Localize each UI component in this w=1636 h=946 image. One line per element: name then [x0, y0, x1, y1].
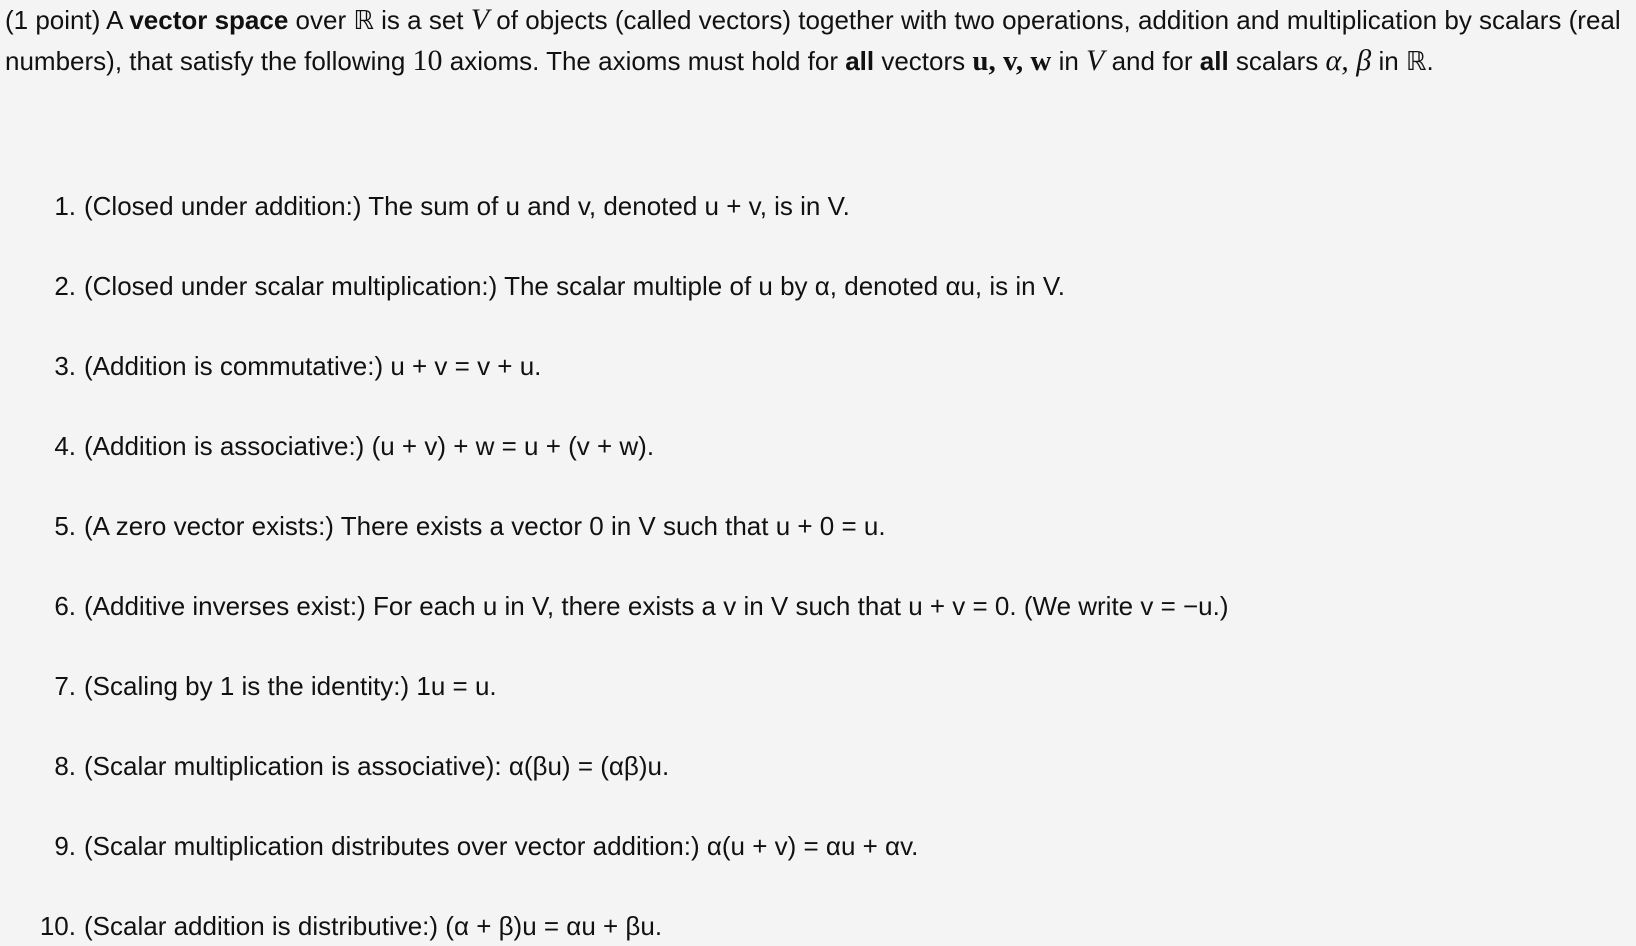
axiom-number: 2.	[54, 271, 76, 301]
axiom-label: (Scalar multiplication distributes over vector addition:)	[84, 831, 700, 861]
reals-symbol: ℝ	[353, 6, 374, 36]
axiom-number: 3.	[54, 351, 76, 381]
axiom-item	[0, 586, 1600, 626]
axiom-text: There exists a vector 0 in V such that u + 0 = u.	[340, 511, 886, 541]
reals-symbol: ℝ	[1405, 47, 1427, 77]
axiom-label: (Closed under scalar multiplication:)	[84, 271, 498, 301]
axiom-label: (Scalar multiplication is associative):	[84, 751, 502, 781]
axiom-text: u + v = v + u.	[390, 351, 542, 381]
axiom-label: (Addition is associative:)	[84, 431, 365, 461]
axiom-label: (Closed under addition:)	[84, 191, 362, 221]
axiom-item	[0, 746, 1600, 786]
axiom-text: α(u + v) = αu + αv.	[706, 831, 919, 861]
axiom-number: 10.	[39, 911, 76, 941]
intro-text: and for	[1104, 46, 1200, 76]
axiom-label: (Additive inverses exist:)	[84, 591, 366, 621]
set-v-symbol: V	[470, 3, 490, 36]
axiom-item	[0, 906, 1600, 946]
vector-space-term: vector space	[129, 5, 289, 35]
axiom-number: 6.	[54, 591, 76, 621]
intro-text: vectors	[874, 46, 973, 76]
axiom-text: α(βu) = (αβ)u.	[508, 751, 670, 781]
axiom-number: 9.	[54, 831, 76, 861]
axiom-label: (A zero vector exists:)	[84, 511, 334, 541]
intro-text: is a set	[373, 5, 471, 35]
axiom-text: The scalar multiple of u by α, denoted αu, is in V.	[504, 271, 1066, 301]
axiom-item	[0, 346, 1600, 386]
axiom-number: 5.	[54, 511, 76, 541]
axiom-text: The sum of u and v, denoted u + v, is in V.	[368, 191, 850, 221]
axiom-item	[0, 666, 1600, 706]
axiom-number: 4.	[54, 431, 76, 461]
axiom-number: 1.	[54, 191, 76, 221]
vectors-uvw: u, v, w	[972, 45, 1052, 77]
intro-text: .	[1426, 46, 1434, 76]
all-term: all	[845, 46, 875, 76]
axiom-number: 8.	[54, 751, 76, 781]
axiom-item	[0, 426, 1600, 466]
scalars-alpha-beta: α, β	[1325, 44, 1372, 77]
intro-text: over	[288, 5, 354, 35]
axiom-label: (Scalar addition is distributive:)	[84, 911, 439, 941]
axiom-item	[0, 506, 1600, 546]
intro-text: axioms. The axioms must hold for	[442, 46, 846, 76]
axiom-label: (Scaling by 1 is the identity:)	[84, 671, 410, 701]
set-v-symbol: V	[1086, 44, 1105, 77]
intro-text: scalars	[1228, 46, 1326, 76]
axiom-text: For each u in V, there exists a v in V such that u + v = 0. (We write v = −u.)	[373, 591, 1229, 621]
axiom-text: 1u = u.	[416, 671, 497, 701]
axiom-text: (u + v) + w = u + (v + w).	[371, 431, 655, 461]
ten-number: 10	[412, 44, 443, 77]
intro-text: (1 point) A	[5, 5, 130, 35]
axiom-label: (Addition is commutative:)	[84, 351, 384, 381]
intro-text: in	[1051, 46, 1087, 76]
axiom-number: 7.	[54, 671, 76, 701]
axiom-text: (α + β)u = αu + βu.	[445, 911, 663, 941]
axiom-item	[0, 266, 1600, 306]
axiom-item	[0, 826, 1600, 866]
all-term: all	[1199, 46, 1229, 76]
intro-text: in	[1371, 46, 1406, 76]
axiom-item	[0, 186, 1600, 226]
intro-text: of objects (called vectors) together with two operations, addition and multiplication by scalars (real numbers), that satisfy the following	[5, 5, 1621, 76]
